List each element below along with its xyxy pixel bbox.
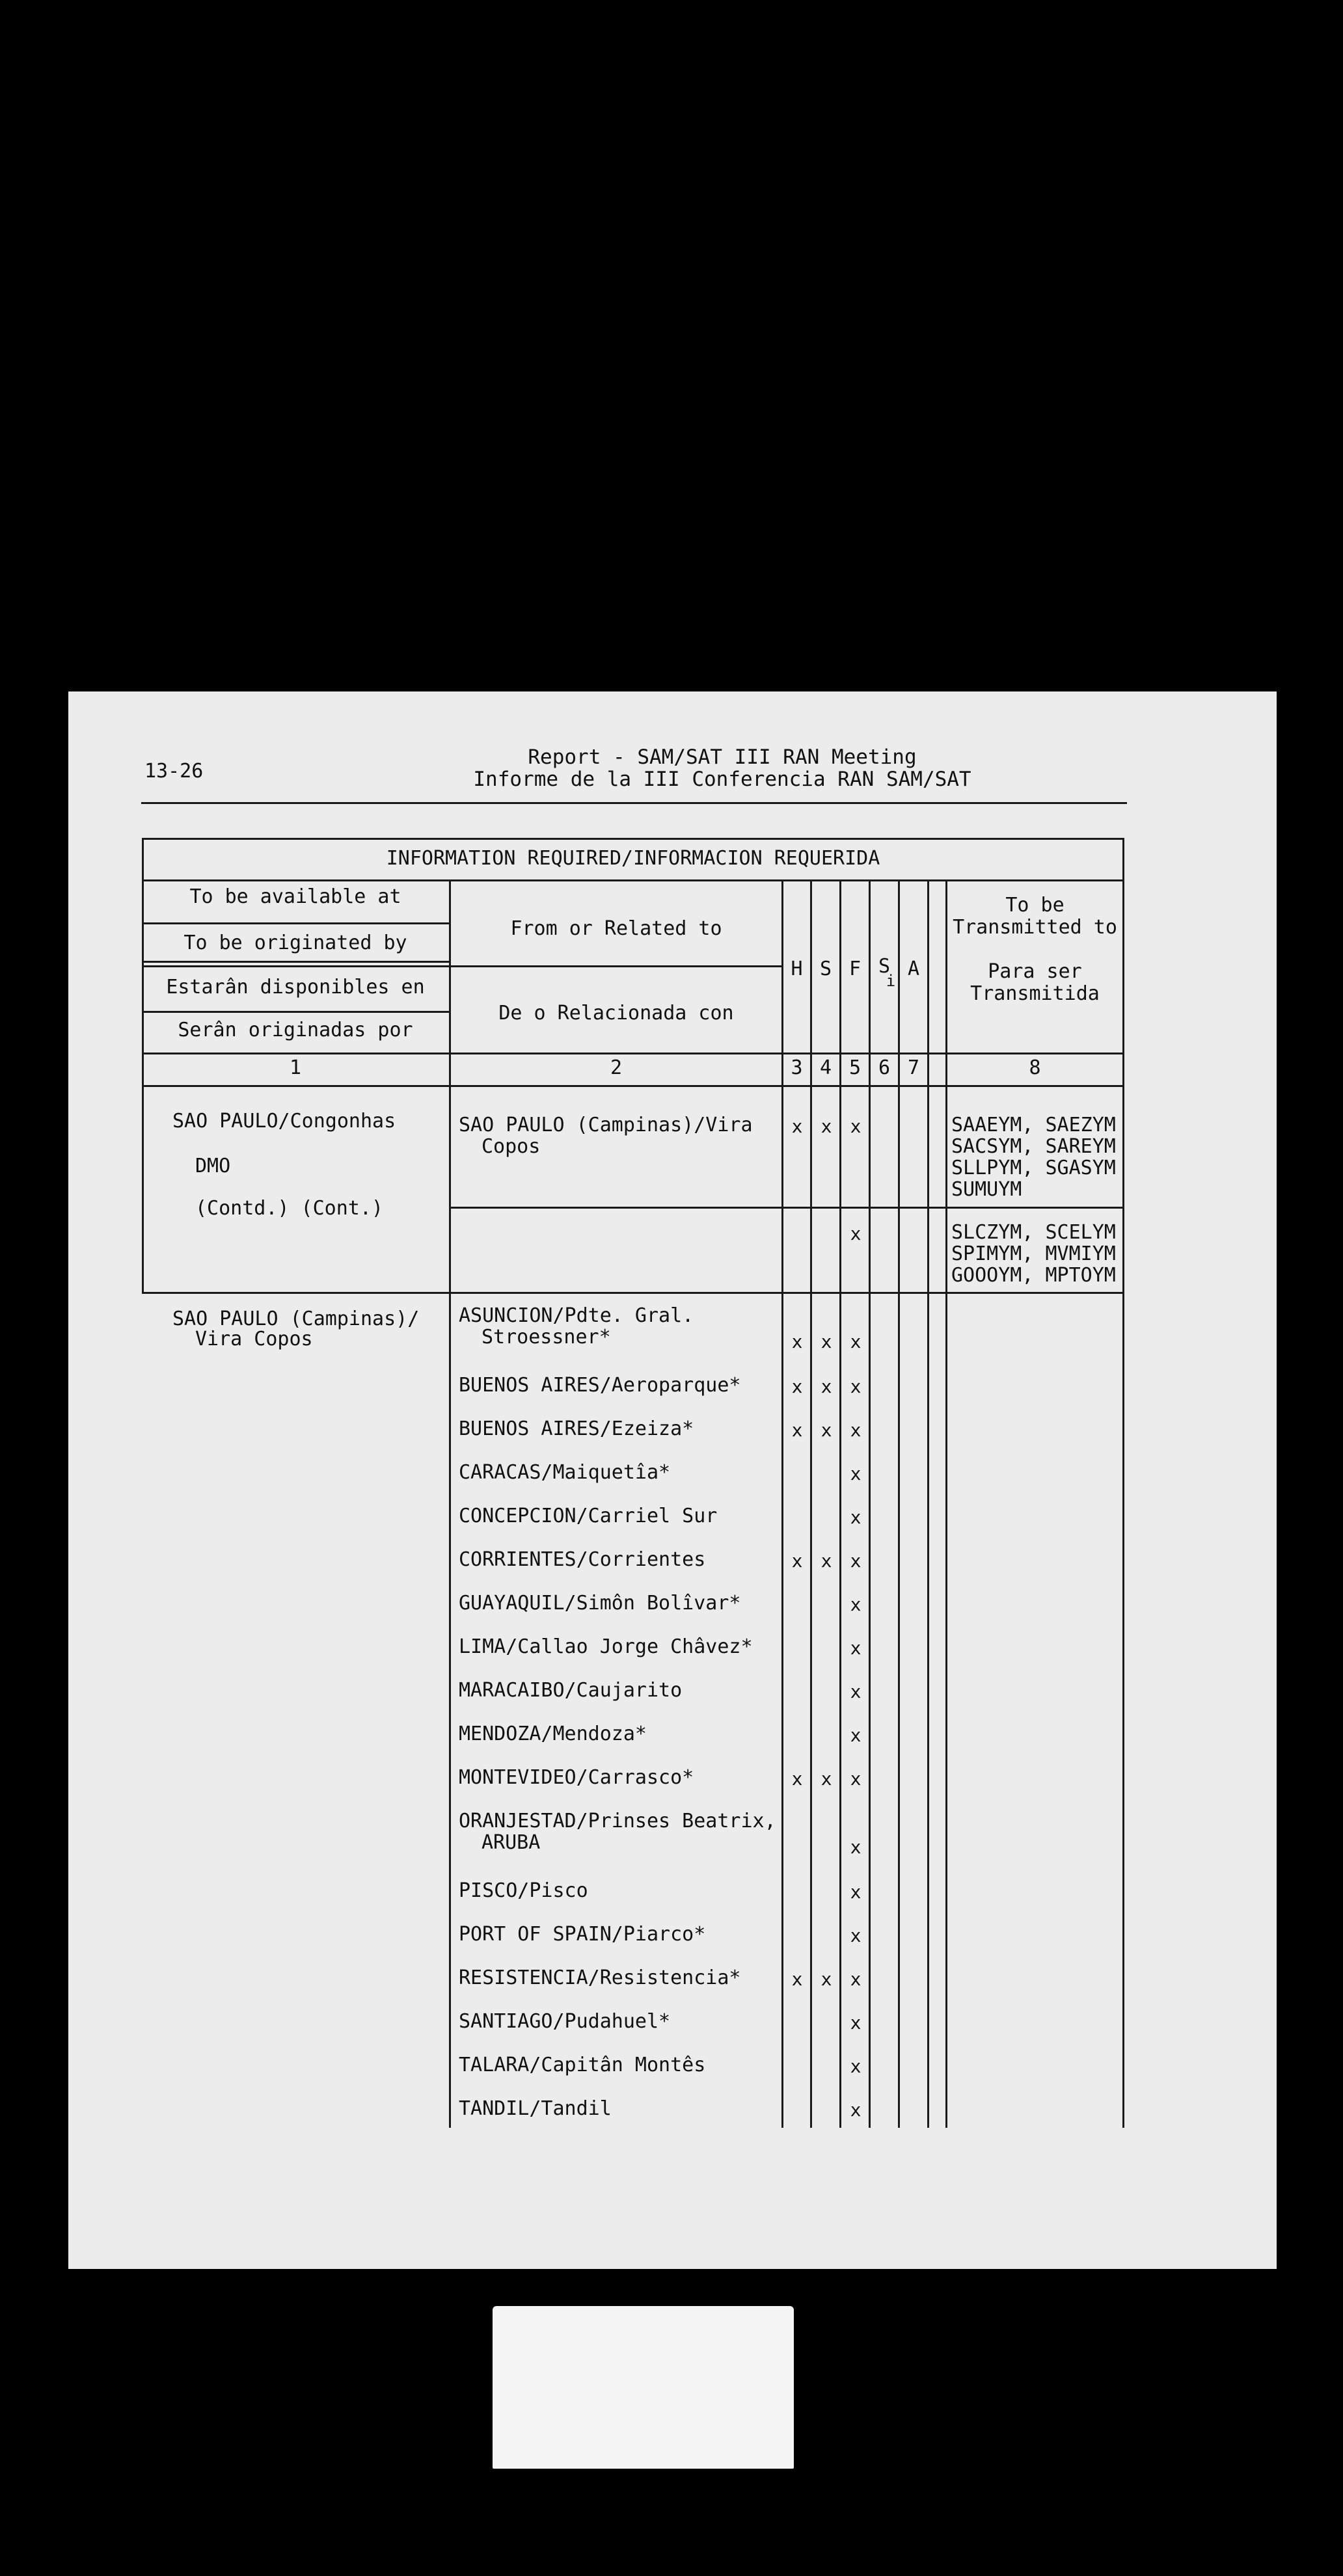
col-number-1: 1 [289,1056,302,1079]
col1-rule-c [142,965,781,967]
mark-f: x [850,1724,861,1746]
col-number-8: 8 [1029,1056,1041,1079]
related-location: PORT OF SPAIN/Piarco* [459,1923,706,1946]
col1-rule-d [142,1011,449,1013]
mark-f: x [850,1594,861,1615]
related-location: LIMA/Callao Jorge Châvez* [459,1635,753,1658]
mark-h: x [791,1550,803,1572]
related-location: PISCO/Pisco [459,1879,588,1902]
related-location: SANTIAGO/Pudahuel* [459,2010,671,2033]
table-border-right [1122,838,1124,2128]
col8-header-en-1: To be [1005,894,1065,917]
mark-f: x [850,1968,861,1990]
group1-dest2-2: SPIMYM, MVMIYM [951,1242,1116,1265]
col2-header-es: De o Relacionada con [498,1002,734,1025]
table-border-top [142,838,1124,840]
col-divider-7 [927,879,929,2128]
mark-f: x [850,1836,861,1858]
col8-header-es-2: Transmitida [970,982,1100,1005]
related-location: BUENOS AIRES/Ezeiza* [459,1417,694,1440]
col1-available-en: To be available at [189,885,401,908]
col-number-2: 2 [610,1056,623,1079]
col-number-5: 5 [848,1056,861,1079]
group1-subrow-rule [449,1207,1124,1209]
header-rule [141,802,1127,804]
col1-rule-b [142,961,449,963]
group1-dest2-1: SLCZYM, SCELYM [951,1221,1116,1244]
mark-f: x [850,1463,861,1484]
col-f-header: F [848,958,861,980]
col2-header-en: From or Related to [510,917,722,940]
group1-contd: (Contd.) (Cont.) [195,1197,383,1220]
mark-s: x [821,1419,832,1441]
col-a-header: A [907,958,920,980]
mark-f: x [850,1376,861,1397]
group1-related-line2: Copos [482,1135,541,1158]
related-location: TALARA/Capitân Montês [459,2054,706,2076]
col1-originated-en: To be originated by [183,932,407,954]
mark-f: x [850,2012,861,2033]
mark-h: x [791,1331,803,1352]
title-row-rule [142,879,1124,881]
col1-available-es: Estarân disponibles en [166,976,425,999]
page-reference: 13-26 [144,760,204,783]
number-row-bottom [142,1085,1124,1087]
related-location: RESISTENCIA/Resistencia* [459,1966,741,1989]
col-number-7: 7 [907,1056,920,1079]
mark-s: x [821,1376,832,1397]
group-separator [142,1292,1124,1294]
group1-dest-3: SLLPYM, SGASYM [951,1157,1116,1179]
mark-h: x [791,1376,803,1397]
col1-originated-es: Serân originadas por [178,1019,413,1041]
mark-h: x [791,1419,803,1441]
report-title-en: Report - SAM/SAT III RAN Meeting [528,745,917,769]
mark-f: x [850,1331,861,1352]
col-si-header: S [878,955,891,978]
col8-header-es-1: Para ser [988,960,1082,983]
related-location-cont: Stroessner* [482,1326,611,1348]
group1-dest-1: SAAEYM, SAEZYM [951,1114,1116,1136]
mark-f: x [850,1681,861,1702]
col1-rule-a [142,922,449,924]
group1-related-line1: SAO PAULO (Campinas)/Vira [459,1114,753,1136]
mark-f: x [850,1637,861,1659]
mark-h: x [791,1968,803,1990]
related-location: CONCEPCION/Carriel Sur [459,1505,718,1527]
related-location: ORANJESTAD/Prinses Beatrix, [459,1810,776,1832]
table-title: INFORMATION REQUIRED/INFORMACION REQUERIDA [386,847,880,870]
col-h-header: H [791,958,803,980]
mark-f: x [850,1507,861,1528]
group1-dest-2: SACSYM, SAREYM [951,1135,1116,1158]
mark-f: x [850,2099,861,2121]
col-number-4: 4 [819,1056,832,1079]
mark-f: x [850,1881,861,1903]
related-location-cont: ARUBA [482,1831,541,1854]
number-row-top [142,1053,1124,1054]
mark-s: x [821,1768,832,1790]
related-location: CORRIENTES/Corrientes [459,1548,706,1571]
col-si-subscript: i [886,972,896,990]
mark-f: x [850,1419,861,1441]
group1-dest2-3: GOOOYM, MPTOYM [951,1264,1116,1287]
related-location: CARACAS/Maiquetîa* [459,1461,671,1484]
related-location: MONTEVIDEO/Carrasco* [459,1766,694,1789]
related-location: MENDOZA/Mendoza* [459,1723,647,1745]
group1-unit: DMO [195,1155,231,1177]
mark-h: x [791,1768,803,1790]
group1-row1-f: x [850,1116,861,1137]
group1-row1-h: x [791,1116,803,1137]
mark-f: x [850,1925,861,1946]
group2-station-line1: SAO PAULO (Campinas)/ [172,1308,420,1330]
related-location: GUAYAQUIL/Simôn Bolîvar* [459,1592,741,1615]
col8-header-en-2: Transmitted to [953,916,1117,939]
group1-row2-f: x [850,1223,861,1244]
mark-f: x [850,2056,861,2077]
related-location: ASUNCION/Pdte. Gral. [459,1304,694,1327]
col-s-header: S [819,958,832,980]
mark-s: x [821,1550,832,1572]
mark-f: x [850,1550,861,1572]
mark-f: x [850,1768,861,1790]
mark-s: x [821,1968,832,1990]
related-location: MARACAIBO/Caujarito [459,1679,683,1702]
mark-s: x [821,1331,832,1352]
report-title-es: Informe de la III Conferencia RAN SAM/SAT [473,768,971,791]
col-number-6: 6 [878,1056,891,1079]
paper-tab [493,2306,794,2469]
group1-dest-4: SUMUYM [951,1178,1022,1201]
related-location: TANDIL/Tandil [459,2097,612,2120]
related-location: BUENOS AIRES/Aeroparque* [459,1374,741,1397]
group1-station: SAO PAULO/Congonhas [172,1110,396,1133]
group1-row1-s: x [821,1116,832,1137]
col-number-3: 3 [791,1056,803,1079]
group2-station-line2: Vira Copos [195,1328,313,1350]
